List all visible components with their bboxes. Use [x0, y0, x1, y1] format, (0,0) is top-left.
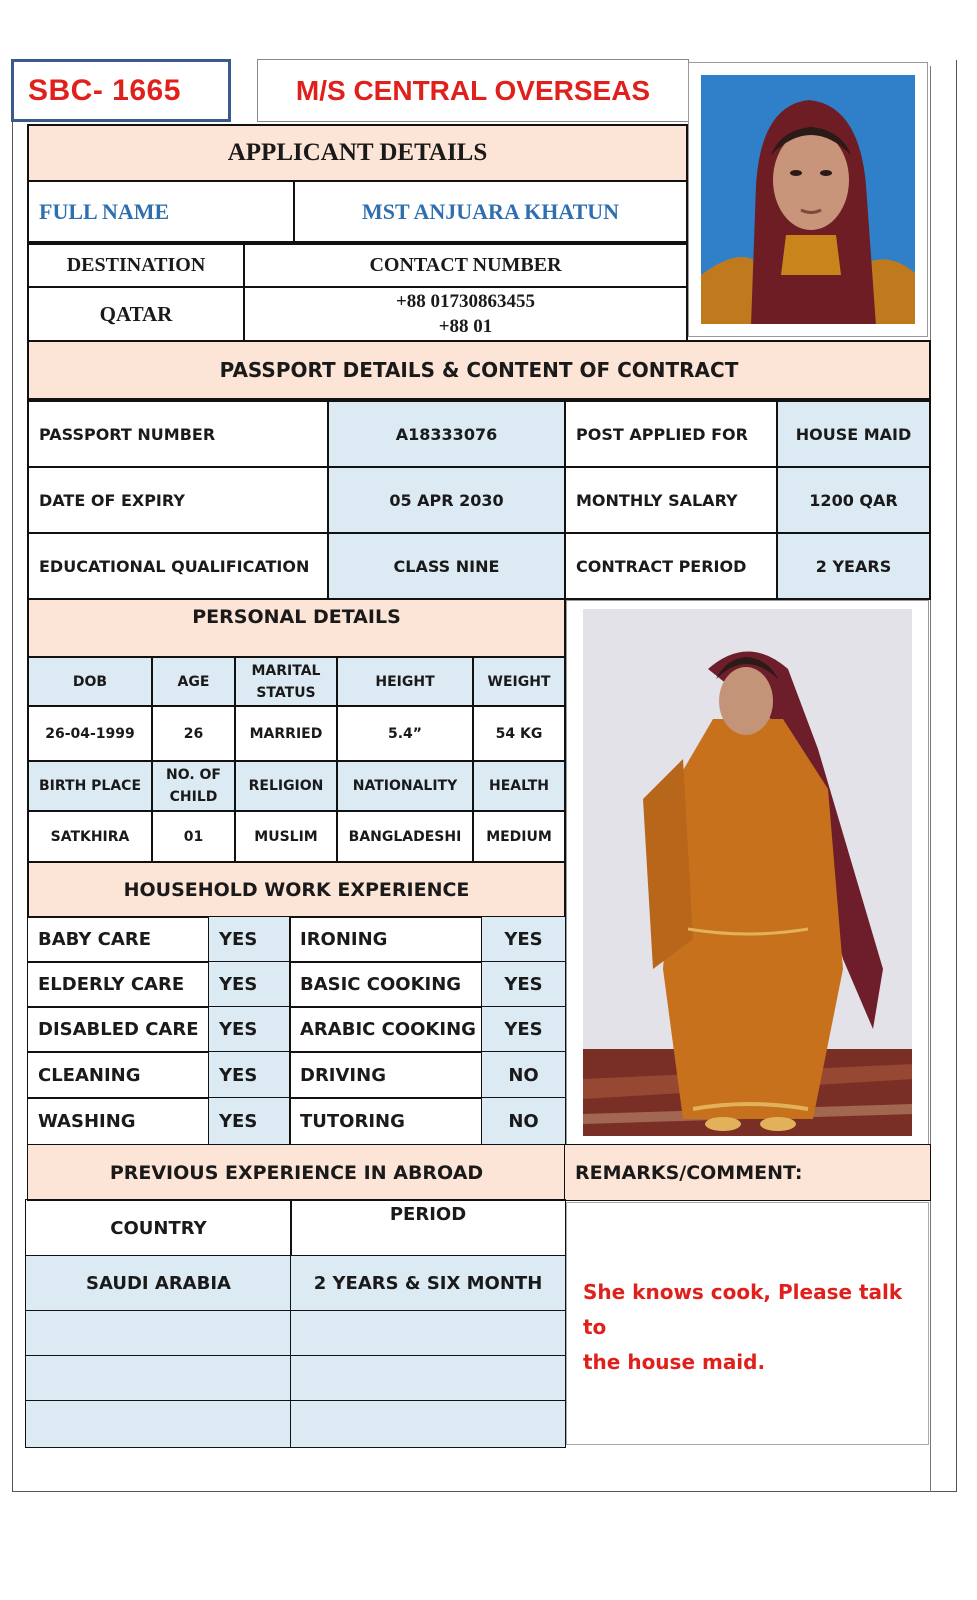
dob-header: DOB — [27, 656, 153, 707]
height-value: 5.4” — [336, 705, 474, 762]
abroad-empty-cell — [290, 1400, 566, 1448]
abroad-period-header: PERIOD — [290, 1199, 566, 1257]
contact-label: CONTACT NUMBER — [243, 243, 688, 288]
skill-elderly-care-value: YES — [208, 961, 291, 1008]
contact-number-1: +88 01730863455 — [395, 291, 536, 312]
full-name-label: FULL NAME — [27, 180, 295, 243]
education-label: EDUCATIONAL QUALIFICATION — [27, 532, 329, 600]
agency-name: M/S CENTRAL OVERSEAS — [295, 74, 651, 106]
nationality-header: NATIONALITY — [336, 760, 474, 812]
abroad-section-title: PREVIOUS EXPERIENCE IN ABROAD — [27, 1144, 566, 1201]
personal-details-title: PERSONAL DETAILS — [27, 598, 566, 658]
abroad-period-value: 2 YEARS & SIX MONTH — [290, 1255, 566, 1312]
health-value: MEDIUM — [472, 810, 566, 863]
household-section-title: HOUSEHOLD WORK EXPERIENCE — [27, 861, 566, 918]
skill-ironing-value: YES — [481, 916, 566, 963]
monthly-salary-value: 1200 QAR — [776, 466, 931, 534]
remarks-line-2: the house maid. — [583, 1350, 766, 1374]
contact-number-2: +88 01 — [438, 316, 493, 337]
skill-washing: WASHING — [27, 1097, 210, 1145]
skill-arabic-cooking-value: YES — [481, 1006, 566, 1053]
agency-name-box — [257, 59, 689, 122]
passport-section-title: PASSPORT DETAILS & CONTENT OF CONTRACT — [27, 340, 931, 400]
remarks-title: REMARKS/COMMENT: — [564, 1144, 931, 1201]
post-applied-value: HOUSE MAID — [776, 400, 931, 468]
health-header: HEALTH — [472, 760, 566, 812]
post-applied-label: POST APPLIED FOR — [564, 400, 778, 468]
full-name-value: MST ANJUARA KHATUN — [293, 180, 688, 243]
contract-period-value: 2 YEARS — [776, 532, 931, 600]
reference-code-box — [11, 59, 231, 122]
passport-number-value: A18333076 — [327, 400, 566, 468]
skill-ironing: IRONING — [289, 916, 483, 963]
full-body-photo-image — [583, 609, 912, 1136]
portrait-photo — [688, 62, 928, 337]
date-of-expiry-value: 05 APR 2030 — [327, 466, 566, 534]
no-of-child-header: NO. OF CHILD — [151, 760, 236, 812]
height-header: HEIGHT — [336, 656, 474, 707]
abroad-country-value: SAUDI ARABIA — [25, 1255, 292, 1312]
remarks-box — [566, 1202, 929, 1445]
skill-arabic-cooking: ARABIC COOKING — [289, 1006, 483, 1053]
date-of-expiry-label: DATE OF EXPIRY — [27, 466, 329, 534]
abroad-empty-cell — [290, 1310, 566, 1357]
applicant-details-title: APPLICANT DETAILS — [27, 124, 688, 182]
skill-basic-cooking: BASIC COOKING — [289, 961, 483, 1008]
skill-disabled-care: DISABLED CARE — [27, 1006, 210, 1053]
age-value: 26 — [151, 705, 236, 762]
abroad-empty-cell — [25, 1310, 292, 1357]
portrait-illustration — [701, 75, 915, 324]
skill-baby-care-value: YES — [208, 916, 291, 963]
page-frame-right — [930, 66, 957, 1492]
skill-washing-value: YES — [208, 1097, 291, 1145]
destination-value: QATAR — [27, 286, 245, 342]
marital-status-header: MARITAL STATUS — [234, 656, 338, 707]
passport-number-label: PASSPORT NUMBER — [27, 400, 329, 468]
dob-value: 26-04-1999 — [27, 705, 153, 762]
age-header: AGE — [151, 656, 236, 707]
marital-status-value: MARRIED — [234, 705, 338, 762]
skill-basic-cooking-value: YES — [481, 961, 566, 1008]
nationality-value: BANGLADESHI — [336, 810, 474, 863]
abroad-empty-cell — [25, 1355, 292, 1402]
no-of-child-value: 01 — [151, 810, 236, 863]
full-body-photo — [566, 600, 929, 1145]
portrait-photo-image — [701, 75, 915, 324]
religion-value: MUSLIM — [234, 810, 338, 863]
birth-place-value: SATKHIRA — [27, 810, 153, 863]
skill-tutoring: TUTORING — [289, 1097, 483, 1145]
weight-value: 54 KG — [472, 705, 566, 762]
contact-values — [243, 286, 688, 342]
skill-cleaning-value: YES — [208, 1051, 291, 1099]
weight-header: WEIGHT — [472, 656, 566, 707]
skill-disabled-care-value: YES — [208, 1006, 291, 1053]
skill-driving-value: NO — [481, 1051, 566, 1099]
destination-label: DESTINATION — [27, 243, 245, 288]
skill-elderly-care: ELDERLY CARE — [27, 961, 210, 1008]
skill-driving: DRIVING — [289, 1051, 483, 1099]
education-value: CLASS NINE — [327, 532, 566, 600]
abroad-country-header: COUNTRY — [25, 1199, 292, 1257]
skill-tutoring-value: NO — [481, 1097, 566, 1145]
birth-place-header: BIRTH PLACE — [27, 760, 153, 812]
contract-period-label: CONTRACT PERIOD — [564, 532, 778, 600]
monthly-salary-label: MONTHLY SALARY — [564, 466, 778, 534]
reference-code: SBC- 1665 — [28, 73, 181, 107]
abroad-empty-cell — [25, 1400, 292, 1448]
skill-baby-care: BABY CARE — [27, 916, 210, 963]
religion-header: RELIGION — [234, 760, 338, 812]
skill-cleaning: CLEANING — [27, 1051, 210, 1099]
abroad-empty-cell — [290, 1355, 566, 1402]
remarks-line-1: She knows cook, Please talk to — [583, 1280, 903, 1339]
full-body-illustration — [583, 609, 912, 1136]
